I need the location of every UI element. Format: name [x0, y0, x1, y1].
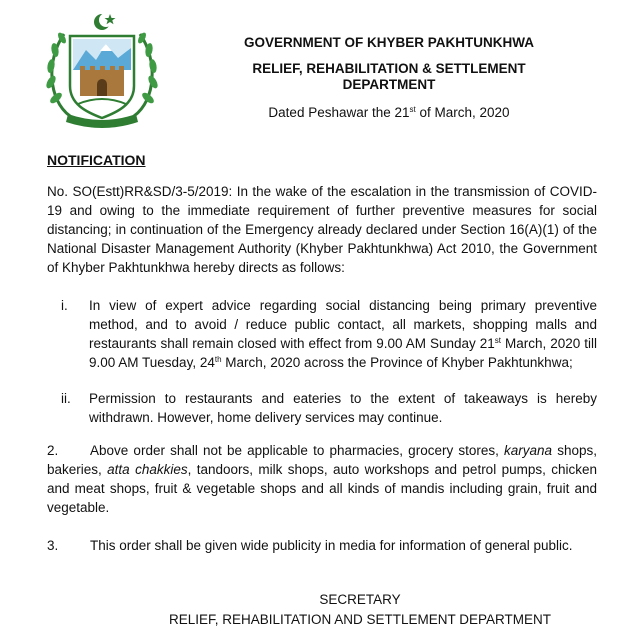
list-item-number: ii.	[61, 391, 71, 406]
letterhead	[185, 34, 593, 121]
department-name-line2: DEPARTMENT	[342, 77, 436, 92]
signatory-department: RELIEF, REHABILITATION AND SETTLEMENT DEPARTMENT	[168, 612, 552, 627]
dated-line	[185, 105, 593, 121]
dated-sup: st	[409, 105, 416, 114]
list-item-text	[89, 296, 597, 372]
paragraph-2-text-1: Above order shall not be applicable to pharmacies, grocery stores,	[90, 443, 505, 458]
notification-title: NOTIFICATION	[47, 152, 146, 168]
list-item	[61, 296, 597, 372]
kp-government-seal-logo	[40, 8, 164, 132]
government-name: GOVERNMENT OF KHYBER PAKHTUNKHWA	[244, 35, 534, 50]
department-name	[185, 61, 593, 93]
department-name-line1: RELIEF, REHABILITATION & SETTLEMENT	[252, 61, 526, 76]
paragraph-3	[47, 536, 597, 555]
list-item-text-b: March, 2020 till 9.00 AM Tuesday, 24	[89, 336, 597, 370]
paragraph-2-italic-2: atta chakkies	[107, 462, 188, 477]
list-item-sup-b: th	[214, 355, 222, 364]
intro-paragraph: No. SO(Estt)RR&SD/3-5/2019: In the wake of the escalation in the transmission of COVID-19 and owing to the immediate requirement of further preventive measures for social distancing; in continuation of the Emergency already declared under Section 16(A)(1) of the National Disaster Management Authority (Khyber Pakhtunkhwa) Act 2010, the Government of Khyber Pakhtunkhwa hereby directs as follows:	[47, 184, 597, 275]
paragraph-2-text-3: , tandoors, milk shops, auto workshops and petrol pumps, chicken and meat shops, fruit & vegetable shops and all kinds of mandis including grain, fruit and vegetable.	[47, 462, 598, 515]
list-item-text-c: March, 2020 across the Province of Khyber Pakhtunkhwa;	[221, 355, 573, 370]
list-item-text-a: In view of expert advice regarding social distancing being primary preventive method, and to avoid / reduce public contact, all markets, shopping malls and restaurants shall remain closed with effect from 9.00 AM Sunday 21	[89, 298, 597, 351]
paragraph-2-text-2: shops, bakeries,	[47, 443, 597, 477]
paragraph-3-text: This order shall be given wide publicity in media for information of general public.	[90, 538, 573, 553]
list-item-text: Permission to restaurants and eateries to the extent of takeaways is hereby withdrawn. However, home delivery services may continue.	[89, 391, 597, 425]
signatory-title: SECRETARY	[319, 592, 401, 607]
list-item-number: i.	[61, 298, 68, 313]
paragraph-2-italic-1: karyana	[504, 443, 553, 458]
paragraph-number: 2.	[47, 443, 59, 458]
paragraph-number: 3.	[47, 538, 59, 553]
paragraph-2	[47, 441, 597, 517]
list-item	[61, 389, 597, 427]
dated-suffix: of March, 2020	[415, 105, 510, 120]
list-item-sup-a: st	[494, 336, 501, 345]
dated-prefix: Dated Peshawar the 21	[268, 105, 410, 120]
